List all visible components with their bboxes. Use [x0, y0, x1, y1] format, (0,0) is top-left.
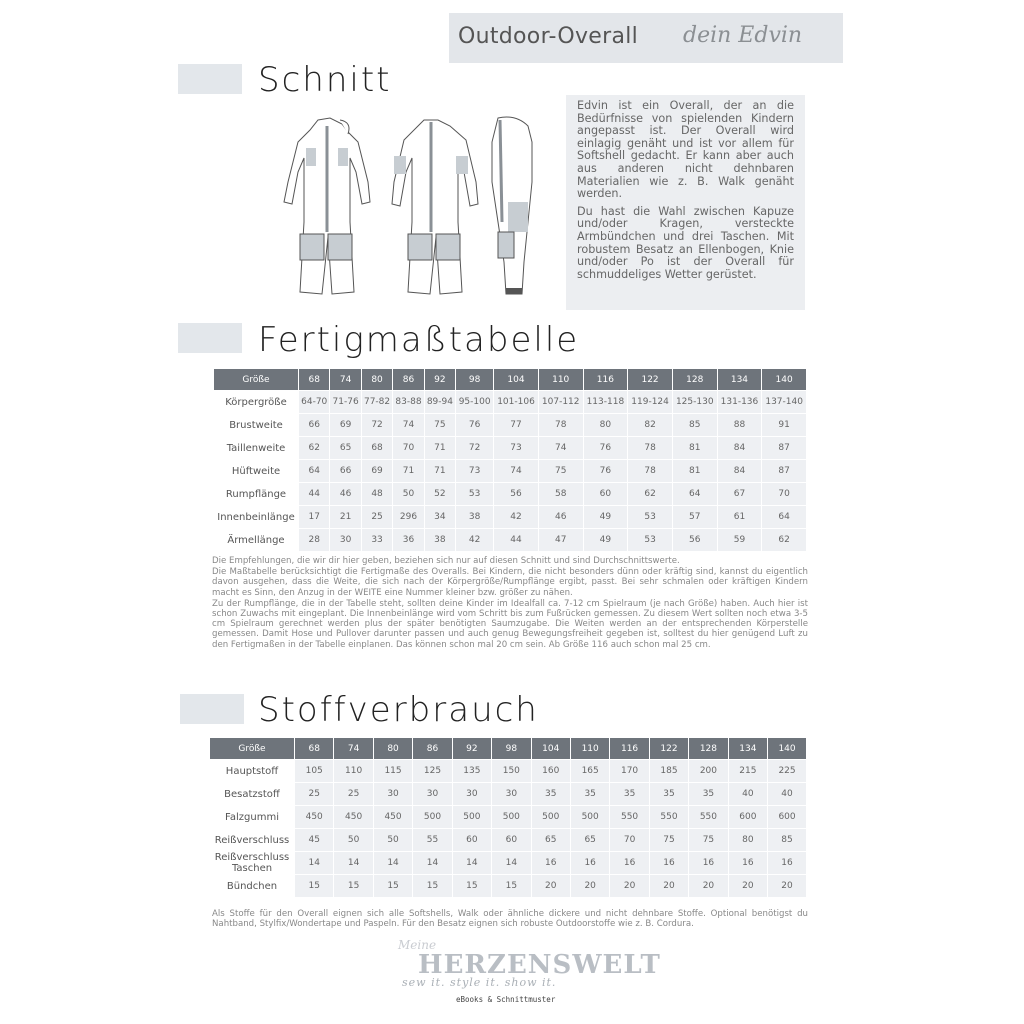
table-cell: 83-88 — [393, 391, 424, 414]
table-cell: 50 — [334, 829, 373, 852]
table-cell: 71-76 — [330, 391, 361, 414]
section-heading-fertigmass: Fertigmaßtabelle — [258, 320, 580, 360]
table-cell: 85 — [672, 414, 717, 437]
table-cell: 88 — [717, 414, 762, 437]
table-cell: 550 — [610, 806, 649, 829]
table-cell: 76 — [583, 460, 628, 483]
table-cell: 200 — [689, 760, 728, 783]
table-cell: 76 — [456, 414, 494, 437]
table-cell: 500 — [570, 806, 609, 829]
table-cell: 74 — [393, 414, 424, 437]
table-cell: 170 — [610, 760, 649, 783]
table-cell: 450 — [334, 806, 373, 829]
row-label: Rumpflänge — [214, 483, 299, 506]
table-cell: 33 — [361, 529, 392, 552]
table-cell: 60 — [583, 483, 628, 506]
table-cell: 52 — [424, 483, 455, 506]
table-cell: 55 — [413, 829, 452, 852]
table-cell: 35 — [531, 783, 570, 806]
table-cell: 20 — [610, 875, 649, 898]
table-cell: 34 — [424, 506, 455, 529]
table-header-size: 122 — [649, 738, 688, 760]
table-cell: 75 — [689, 829, 728, 852]
table-header-size: 98 — [492, 738, 531, 760]
table-cell: 50 — [373, 829, 412, 852]
table-cell: 225 — [768, 760, 806, 783]
table-cell: 89-94 — [424, 391, 455, 414]
fabric-table — [210, 738, 806, 898]
overall-front-view — [284, 118, 370, 294]
table-cell: 48 — [361, 483, 392, 506]
description-panel — [566, 95, 805, 310]
table-cell: 71 — [424, 460, 455, 483]
table-cell: 60 — [452, 829, 491, 852]
table-cell: 81 — [672, 437, 717, 460]
note-paragraph: Zu der Rumpflänge, die in der Tabelle steht, sollten deine Kinder im Idealfall ca. 7-12 cm Spielraum (je nach Größe) haben. Auch hier ist schon Zuwachs mit eingeplant. Die Innenbeinlänge wird vom Schritt bis zum Fußrücken gemessen. Zu diesem Wert sollten noch etwa 3-5 cm Spielraum gerechnet werden plus der später benötigten Saumzugabe. Die Weiten werden an der entsprechenden Körperstelle gemessen. Damit Hose und Pullover darunter passen und auch genug Bewegungsfreiheit gegeben ist, solltest du hier genügend Luft zu den Fertigmaßen in der Tabelle einplanen. Das können schon mal 20 cm sein. Ab Größe 116 auch schon mal 25 cm. — [212, 598, 808, 650]
table-cell: 58 — [538, 483, 583, 506]
table-cell: 35 — [649, 783, 688, 806]
table-cell: 65 — [531, 829, 570, 852]
table-row — [214, 460, 806, 483]
table-cell: 14 — [373, 852, 412, 875]
table-cell: 500 — [492, 806, 531, 829]
table-row — [214, 483, 806, 506]
overall-technical-drawing — [270, 112, 545, 302]
table-header-size: 128 — [689, 738, 728, 760]
table-row — [210, 829, 806, 852]
table-cell: 76 — [583, 437, 628, 460]
table-cell: 59 — [717, 529, 762, 552]
table-cell: 72 — [456, 437, 494, 460]
table-cell: 73 — [456, 460, 494, 483]
table-header-size: 92 — [424, 369, 455, 391]
note-paragraph: Die Maßtabelle berücksichtigt die Fertigmaße des Overalls. Bei Kindern, die nicht besonders dünn oder kräftig sind, kannst du eigentlich davon ausgehen, dass die Weite, die sich nach der Körpergröße/Rumpflänge ergibt, passt. Bei sehr schmalen oder kräftigen Kindern macht es Sinn, den Anzug in der WEITE eine Nummer kleiner bzw. größer zu nähen. — [212, 567, 808, 598]
table-row — [214, 391, 806, 414]
table-header-size: 122 — [628, 369, 673, 391]
table-cell: 75 — [538, 460, 583, 483]
table-cell: 30 — [413, 783, 452, 806]
table-cell: 20 — [570, 875, 609, 898]
section-heading-schnitt: Schnitt — [258, 60, 392, 100]
table-cell: 125 — [413, 760, 452, 783]
table-header-size: 68 — [295, 738, 334, 760]
table-cell: 550 — [689, 806, 728, 829]
table-row — [214, 506, 806, 529]
table-cell: 46 — [330, 483, 361, 506]
section-marker-fertigmass — [178, 323, 242, 353]
table-cell: 105 — [295, 760, 334, 783]
table-cell: 500 — [413, 806, 452, 829]
table-header-size: 80 — [373, 738, 412, 760]
measurement-notes — [212, 556, 808, 651]
table-header-size: 74 — [330, 369, 361, 391]
table-cell: 25 — [295, 783, 334, 806]
table-cell: 78 — [628, 437, 673, 460]
table-cell: 135 — [452, 760, 491, 783]
table-cell: 85 — [768, 829, 806, 852]
table-cell: 500 — [452, 806, 491, 829]
table-cell: 42 — [456, 529, 494, 552]
row-label: Besatzstoff — [210, 783, 295, 806]
table-cell: 77-82 — [361, 391, 392, 414]
table-cell: 296 — [393, 506, 424, 529]
table-cell: 44 — [494, 529, 539, 552]
table-cell: 50 — [393, 483, 424, 506]
table-cell: 71 — [424, 437, 455, 460]
table-cell: 150 — [492, 760, 531, 783]
table-cell: 66 — [330, 460, 361, 483]
table-cell: 20 — [728, 875, 767, 898]
table-cell: 16 — [531, 852, 570, 875]
table-cell: 28 — [299, 529, 330, 552]
fabric-note: Als Stoffe für den Overall eignen sich alle Softshells, Walk oder ähnliche dickere und nicht dehnbare Stoffe. Optional benötigst du Nahtband, Stylfix/Wondertape und Paspeln. Für den Besatz eignen sich robuste Outdoorstoffe wie z. B. Cordura. — [212, 909, 808, 930]
table-cell: 119-124 — [628, 391, 673, 414]
table-cell: 113-118 — [583, 391, 628, 414]
table-cell: 15 — [452, 875, 491, 898]
table-cell: 78 — [538, 414, 583, 437]
table-cell: 25 — [361, 506, 392, 529]
table-header-size: 86 — [413, 738, 452, 760]
table-header-label: Größe — [210, 738, 295, 760]
table-cell: 57 — [672, 506, 717, 529]
table-cell: 110 — [334, 760, 373, 783]
table-cell: 73 — [494, 437, 539, 460]
table-cell: 21 — [330, 506, 361, 529]
table-row — [214, 529, 806, 552]
table-cell: 600 — [768, 806, 806, 829]
table-cell: 35 — [610, 783, 649, 806]
table-cell: 70 — [762, 483, 806, 506]
table-cell: 42 — [494, 506, 539, 529]
table-cell: 20 — [689, 875, 728, 898]
table-cell: 44 — [299, 483, 330, 506]
table-cell: 500 — [531, 806, 570, 829]
document-subtitle: dein Edvin — [683, 23, 803, 48]
table-cell: 30 — [330, 529, 361, 552]
table-cell: 14 — [295, 852, 334, 875]
table-cell: 15 — [295, 875, 334, 898]
table-cell: 62 — [299, 437, 330, 460]
table-cell: 16 — [570, 852, 609, 875]
measurement-table — [214, 369, 806, 552]
table-cell: 38 — [424, 529, 455, 552]
document-title: Outdoor-Overall — [458, 24, 639, 49]
table-header-size: 68 — [299, 369, 330, 391]
description-paragraph: Edvin ist ein Overall, der an die Bedürfnisse von spielenden Kindern angepasst ist. Der Overall wird einlagig genäht und ist vor allem für Softshell gedacht. Er kann aber auch aus anderen nicht dehnbaren Materialien wie z. B. Walk genäht werden. — [577, 99, 794, 201]
table-cell: 115 — [373, 760, 412, 783]
row-label: Hauptstoff — [210, 760, 295, 783]
table-header-label: Größe — [214, 369, 299, 391]
table-cell: 125-130 — [672, 391, 717, 414]
table-cell: 81 — [672, 460, 717, 483]
table-cell: 64 — [299, 460, 330, 483]
table-cell: 71 — [393, 460, 424, 483]
table-cell: 49 — [583, 529, 628, 552]
table-cell: 78 — [628, 460, 673, 483]
table-header-size: 128 — [672, 369, 717, 391]
table-cell: 35 — [689, 783, 728, 806]
table-row — [214, 414, 806, 437]
table-cell: 14 — [492, 852, 531, 875]
table-cell: 69 — [361, 460, 392, 483]
row-label: Taillenweite — [214, 437, 299, 460]
row-label: Ärmellänge — [214, 529, 299, 552]
table-cell: 137-140 — [762, 391, 806, 414]
table-cell: 80 — [728, 829, 767, 852]
row-label: Hüftweite — [214, 460, 299, 483]
table-cell: 87 — [762, 460, 806, 483]
logo-tagline: sew it. style it. show it. — [402, 976, 557, 989]
table-cell: 36 — [393, 529, 424, 552]
table-cell: 67 — [717, 483, 762, 506]
table-cell: 66 — [299, 414, 330, 437]
table-header-size: 134 — [717, 369, 762, 391]
table-header-size: 140 — [768, 738, 806, 760]
table-cell: 35 — [570, 783, 609, 806]
table-header-size: 104 — [531, 738, 570, 760]
table-cell: 80 — [583, 414, 628, 437]
table-cell: 40 — [768, 783, 806, 806]
table-cell: 20 — [768, 875, 806, 898]
table-cell: 450 — [373, 806, 412, 829]
table-cell: 14 — [413, 852, 452, 875]
overall-side-view — [492, 117, 532, 294]
table-cell: 15 — [413, 875, 452, 898]
table-header-size: 134 — [728, 738, 767, 760]
table-header-size: 80 — [361, 369, 392, 391]
table-cell: 64 — [672, 483, 717, 506]
table-header-size: 140 — [762, 369, 806, 391]
note-paragraph: Die Empfehlungen, die wir dir hier geben, beziehen sich nur auf diesen Schnitt und sind Durchschnittswerte. — [212, 556, 680, 566]
table-cell: 70 — [393, 437, 424, 460]
section-marker-stoff — [180, 694, 244, 724]
row-label: Brustweite — [214, 414, 299, 437]
table-cell: 68 — [361, 437, 392, 460]
table-cell: 550 — [649, 806, 688, 829]
table-header-size: 98 — [456, 369, 494, 391]
table-cell: 65 — [570, 829, 609, 852]
table-row — [210, 783, 806, 806]
table-cell: 15 — [492, 875, 531, 898]
table-cell: 56 — [494, 483, 539, 506]
table-cell: 84 — [717, 437, 762, 460]
table-cell: 15 — [334, 875, 373, 898]
table-header-size: 74 — [334, 738, 373, 760]
description-paragraph: Du hast die Wahl zwischen Kapuze und/oder Kragen, versteckte Armbündchen und drei Taschen. Mit robustem Besatz an Ellenbogen, Knie und/oder Po ist der Overall für schmuddeliges Wetter gerüstet. — [577, 204, 794, 281]
table-cell: 65 — [330, 437, 361, 460]
table-cell: 75 — [424, 414, 455, 437]
table-cell: 46 — [538, 506, 583, 529]
row-label: Falzgummi — [210, 806, 295, 829]
logo-subline: eBooks & Schnittmuster — [456, 995, 556, 1004]
row-label: Innenbeinlänge — [214, 506, 299, 529]
table-row — [210, 852, 806, 875]
table-header-size: 104 — [494, 369, 539, 391]
table-cell: 75 — [649, 829, 688, 852]
table-cell: 82 — [628, 414, 673, 437]
table-cell: 61 — [717, 506, 762, 529]
logo-brand: HERZENSWELT — [418, 950, 661, 980]
table-header-size: 110 — [570, 738, 609, 760]
table-cell: 25 — [334, 783, 373, 806]
row-label: Reißverschluss Taschen — [210, 852, 295, 875]
table-cell: 91 — [762, 414, 806, 437]
table-cell: 53 — [628, 506, 673, 529]
table-row — [210, 875, 806, 898]
table-cell: 17 — [299, 506, 330, 529]
row-label: Reißverschluss — [210, 829, 295, 852]
table-cell: 74 — [538, 437, 583, 460]
row-label: Bündchen — [210, 875, 295, 898]
table-cell: 62 — [762, 529, 806, 552]
table-cell: 87 — [762, 437, 806, 460]
table-cell: 16 — [728, 852, 767, 875]
table-cell: 185 — [649, 760, 688, 783]
table-cell: 107-112 — [538, 391, 583, 414]
logo-script: Meine — [398, 938, 437, 952]
table-cell: 69 — [330, 414, 361, 437]
table-header-size: 110 — [538, 369, 583, 391]
table-cell: 16 — [768, 852, 806, 875]
table-cell: 20 — [531, 875, 570, 898]
table-cell: 38 — [456, 506, 494, 529]
table-cell: 16 — [610, 852, 649, 875]
table-cell: 64-70 — [299, 391, 330, 414]
table-header-size: 116 — [583, 369, 628, 391]
table-header-size: 86 — [393, 369, 424, 391]
table-cell: 70 — [610, 829, 649, 852]
table-cell: 30 — [452, 783, 491, 806]
table-cell: 62 — [628, 483, 673, 506]
table-cell: 160 — [531, 760, 570, 783]
table-cell: 47 — [538, 529, 583, 552]
table-cell: 53 — [456, 483, 494, 506]
table-cell: 72 — [361, 414, 392, 437]
table-cell: 77 — [494, 414, 539, 437]
table-row — [214, 437, 806, 460]
table-cell: 84 — [717, 460, 762, 483]
table-cell: 15 — [373, 875, 412, 898]
table-cell: 14 — [452, 852, 491, 875]
table-cell: 53 — [628, 529, 673, 552]
table-cell: 60 — [492, 829, 531, 852]
row-label: Körpergröße — [214, 391, 299, 414]
table-cell: 20 — [649, 875, 688, 898]
table-header-size: 92 — [452, 738, 491, 760]
section-heading-stoff: Stoffverbrauch — [258, 690, 539, 730]
table-cell: 74 — [494, 460, 539, 483]
table-cell: 450 — [295, 806, 334, 829]
table-row — [210, 760, 806, 783]
table-cell: 101-106 — [494, 391, 539, 414]
table-cell: 40 — [728, 783, 767, 806]
table-header-size: 116 — [610, 738, 649, 760]
brand-logo — [396, 938, 661, 1008]
table-cell: 131-136 — [717, 391, 762, 414]
table-cell: 56 — [672, 529, 717, 552]
overall-front-collar-view — [392, 120, 478, 294]
table-cell: 16 — [649, 852, 688, 875]
table-row — [210, 806, 806, 829]
table-cell: 45 — [295, 829, 334, 852]
table-cell: 95-100 — [456, 391, 494, 414]
section-marker-schnitt — [178, 64, 242, 94]
table-cell: 165 — [570, 760, 609, 783]
table-cell: 14 — [334, 852, 373, 875]
table-cell: 49 — [583, 506, 628, 529]
table-cell: 30 — [373, 783, 412, 806]
table-cell: 215 — [728, 760, 767, 783]
table-cell: 64 — [762, 506, 806, 529]
table-cell: 16 — [689, 852, 728, 875]
title-banner — [449, 13, 843, 63]
table-cell: 600 — [728, 806, 767, 829]
table-cell: 30 — [492, 783, 531, 806]
